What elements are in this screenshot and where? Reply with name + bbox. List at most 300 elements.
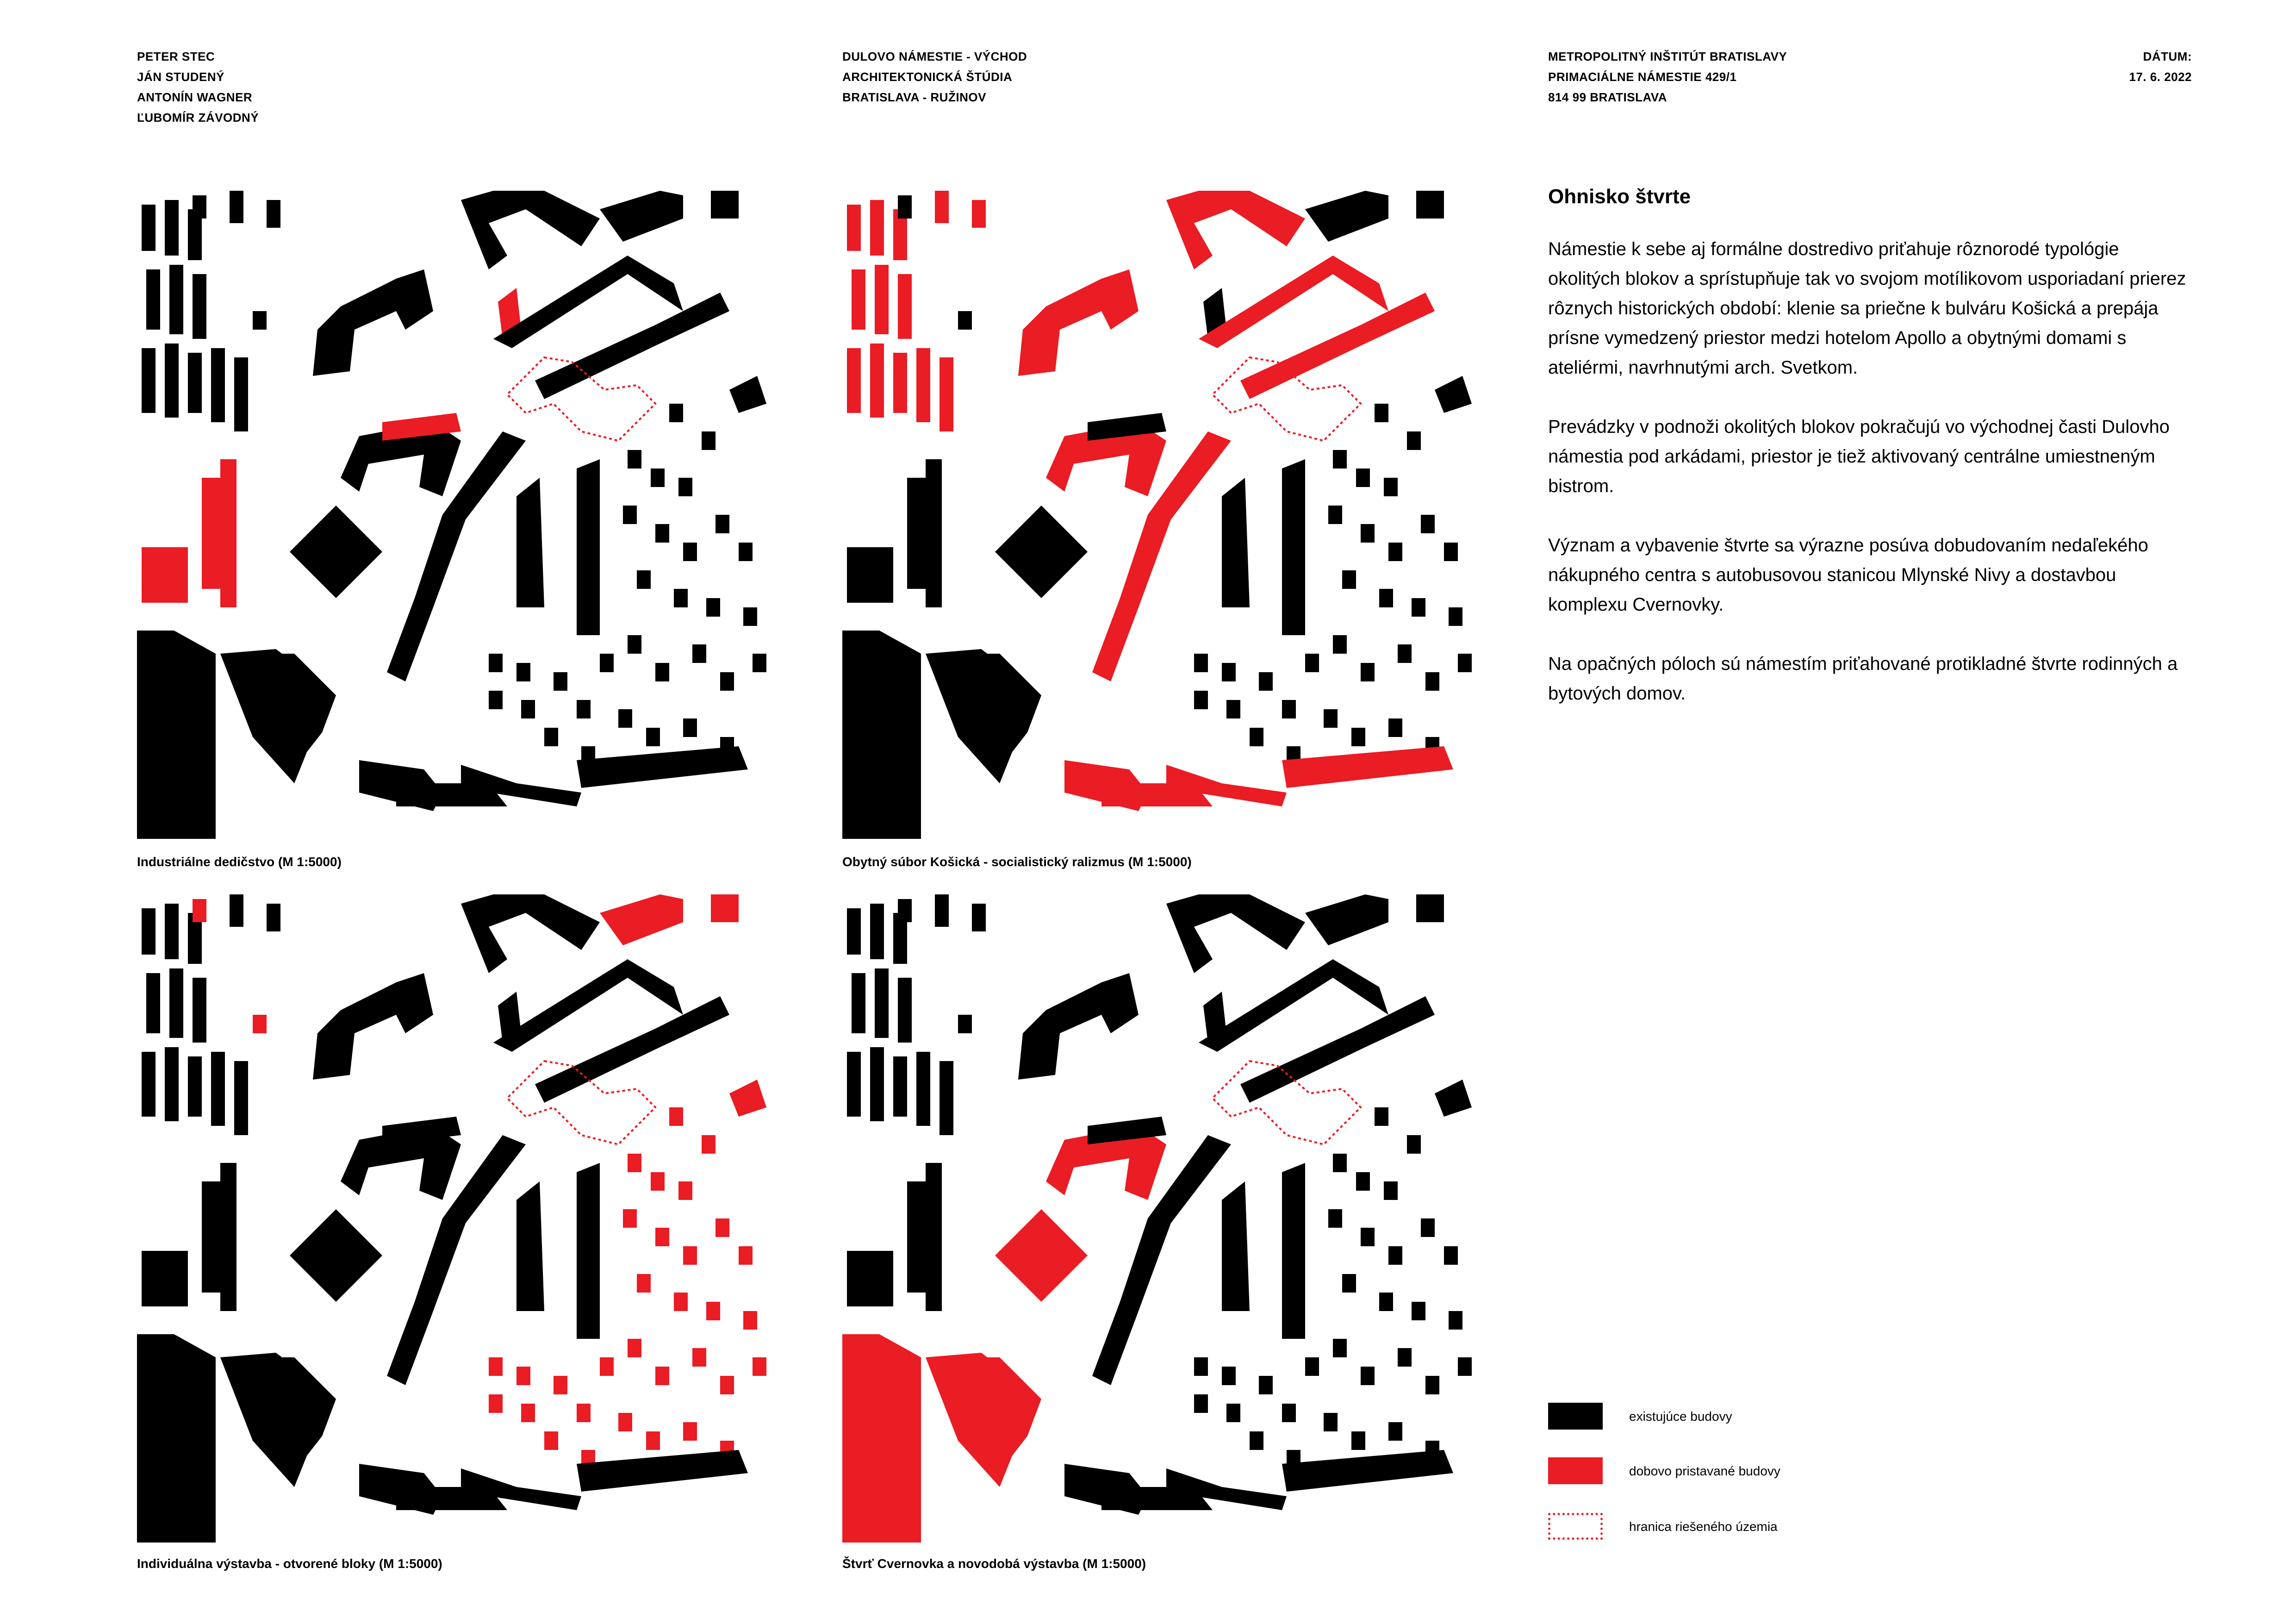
existing-building [516, 478, 544, 607]
existing-building [1421, 1218, 1435, 1237]
added-building [521, 1404, 535, 1422]
client-line: PRIMACIÁLNE NÁMESTIE 429/1 [1548, 70, 1737, 84]
author-name: PETER STEC [137, 50, 215, 63]
added-building [842, 1334, 921, 1543]
existing-building [1421, 515, 1435, 533]
legend-item-added [1548, 1457, 1918, 1485]
existing-building [847, 908, 861, 955]
existing-building-group-eastBlocks [1305, 376, 1472, 691]
existing-building [655, 663, 669, 681]
project-block [842, 46, 1027, 107]
project-line: DULOVO NÁMESTIE - VÝCHOD [842, 50, 1027, 63]
existing-building [1375, 1107, 1388, 1126]
existing-building [1356, 1172, 1370, 1191]
added-building [898, 274, 912, 339]
existing-building [577, 1163, 600, 1339]
existing-building [142, 1052, 156, 1117]
existing-building [870, 1047, 884, 1121]
existing-building [146, 973, 160, 1033]
existing-building-group-avenueL [387, 431, 526, 681]
author-name: JÁN STUDENÝ [137, 70, 224, 84]
added-building [711, 894, 739, 922]
existing-building [907, 1163, 942, 1311]
existing-building [683, 543, 697, 561]
existing-building [137, 1334, 216, 1543]
map-svg [137, 191, 785, 839]
existing-building [674, 589, 688, 607]
site-boundary [1213, 1061, 1361, 1144]
date-value: 17. 6. 2022 [2129, 70, 2192, 84]
existing-building [1379, 589, 1393, 607]
existing-building-group-leftBars [142, 344, 248, 431]
existing-building [875, 968, 889, 1038]
figure-ground-map-cvernovka [842, 894, 1490, 1543]
added-building [600, 1357, 614, 1376]
added-building [940, 357, 953, 431]
existing-building [234, 1061, 248, 1135]
existing-building [729, 376, 766, 413]
existing-building [1222, 1181, 1250, 1311]
existing-building [1194, 691, 1208, 709]
existing-building [577, 746, 748, 788]
existing-building [1379, 1293, 1393, 1311]
existing-building [299, 519, 373, 584]
existing-building [137, 631, 216, 839]
existing-building [1194, 1357, 1208, 1376]
existing-building [387, 431, 526, 681]
existing-building [193, 978, 206, 1043]
existing-building [1305, 1357, 1319, 1376]
existing-building [1282, 700, 1296, 718]
description-paragraph: Na opačných póloch sú námestím priťahované protikladné štvrte rodinných a bytových domov. [1548, 654, 2178, 704]
existing-building [1342, 570, 1356, 589]
existing-building [169, 968, 183, 1038]
added-building [739, 1246, 753, 1265]
existing-building [1384, 1181, 1398, 1200]
existing-building-group-southRing [577, 746, 748, 788]
existing-building [1004, 519, 1078, 584]
existing-building [893, 1056, 907, 1117]
added-building [852, 269, 865, 330]
existing-building [1435, 376, 1472, 413]
added-building [489, 1357, 503, 1376]
existing-building [720, 672, 734, 691]
added-building [743, 1311, 757, 1330]
added-building [847, 348, 861, 413]
existing-building [544, 728, 558, 746]
existing-building [739, 543, 753, 561]
existing-building [651, 468, 665, 487]
existing-building [898, 978, 912, 1043]
existing-building-group-industrialBig [842, 631, 921, 839]
existing-building [1412, 598, 1425, 617]
existing-building [683, 718, 697, 737]
existing-building [1388, 1422, 1402, 1441]
existing-building-group-cvernovka [1305, 894, 1444, 945]
existing-building [637, 570, 651, 589]
existing-building-group-diagonalStrip [1222, 478, 1250, 607]
added-building [253, 1015, 267, 1033]
legend-label: existujúce budovy [1629, 1409, 1732, 1424]
existing-building-group-mainBlockNE [493, 959, 729, 1103]
added-building [674, 1293, 688, 1311]
existing-building [716, 515, 729, 533]
existing-building-group-square [290, 1209, 382, 1302]
existing-building [516, 1181, 544, 1311]
added-building [916, 348, 930, 422]
legend-swatch-red [1548, 1457, 1603, 1484]
existing-building [577, 700, 591, 718]
client-block [1548, 46, 1787, 107]
added-building [753, 1357, 766, 1376]
legend-item-existing [1548, 1403, 1918, 1430]
existing-building [1361, 524, 1375, 543]
existing-building [628, 635, 641, 654]
existing-building [1250, 1431, 1263, 1450]
existing-building-group-ringNorth [461, 191, 600, 269]
existing-building [600, 191, 683, 242]
existing-building-group-diagonalStrip [1222, 1181, 1250, 1311]
added-building-group-avenueL [1092, 431, 1231, 681]
added-building [655, 1367, 669, 1385]
authors-block [137, 46, 259, 128]
added-building [1282, 746, 1453, 788]
figure-ground-map-industrial [137, 191, 785, 839]
existing-building [1282, 459, 1305, 635]
client-line: METROPOLITNÝ INŠTITÚT BRATISLAVY [1548, 50, 1787, 63]
existing-building [1328, 1209, 1342, 1228]
existing-building [847, 1251, 893, 1306]
legend-label: dobovo pristavané budovy [1629, 1464, 1780, 1478]
added-building [893, 353, 907, 413]
existing-building [898, 899, 912, 922]
project-line: ARCHITEKTONICKÁ ŠTÚDIA [842, 70, 1013, 84]
added-building [646, 1431, 660, 1450]
added-building-group-leftBars [847, 344, 953, 431]
added-building [544, 1431, 558, 1450]
existing-building [1356, 468, 1370, 487]
added-building [1092, 431, 1231, 681]
existing-building-group-avenueL [1092, 1135, 1231, 1385]
added-building [516, 1367, 530, 1385]
legend-swatch-black [1548, 1403, 1603, 1430]
existing-building [1398, 1348, 1412, 1367]
existing-building [711, 191, 739, 219]
added-building [554, 1376, 567, 1394]
existing-building-group-westLong [907, 1163, 942, 1311]
added-building [935, 191, 949, 223]
existing-building [1166, 894, 1305, 973]
section-title: Ohnisko štvrte [1548, 185, 1691, 208]
existing-building [230, 894, 243, 927]
added-building [600, 894, 683, 945]
map-caption: Štvrť Cvernovka a novodobá výstavba (M 1:5000) [842, 1556, 1146, 1571]
existing-building [489, 691, 503, 709]
existing-building [554, 672, 567, 691]
existing-building-group-diagonalStrip [516, 478, 544, 607]
existing-building [1250, 728, 1263, 746]
existing-building [870, 904, 884, 959]
added-building [655, 1228, 669, 1246]
description-paragraph: Námestie k sebe aj formálne dostredivo priťahuje rôznorodé typológie okolitých blokov a sprístupňuje tak vo svojom motílikovom usporiadaní prierez rôznych historických období: klenie sa priečne k bulváru Košická a prepája prísne vymedzený priestor medzi hotelom Apollo a obytnými domami s ateliérmi, navrhnutými arch. Svetkom. [1548, 239, 2186, 378]
existing-building [898, 195, 912, 219]
existing-building [1222, 478, 1250, 607]
existing-building [1342, 1274, 1356, 1293]
existing-building [230, 191, 243, 223]
existing-building-group-chevronA [313, 973, 433, 1080]
figure-ground-map-housing [842, 191, 1490, 839]
existing-building [1333, 450, 1347, 468]
existing-building [1333, 1154, 1347, 1172]
existing-building [211, 348, 225, 422]
existing-building [692, 644, 706, 663]
existing-building [165, 1047, 179, 1121]
figure-ground-map-individual [137, 894, 785, 1543]
existing-building [1384, 478, 1398, 496]
added-building [651, 1172, 665, 1191]
existing-building [253, 311, 267, 330]
added-building-group-cvernovka [600, 894, 739, 945]
added-building-group-ringNorth [1166, 191, 1305, 269]
added-building [847, 205, 861, 251]
existing-building [577, 459, 600, 635]
existing-building [1324, 1413, 1338, 1431]
existing-building [165, 904, 179, 959]
existing-building [852, 973, 865, 1033]
existing-building [972, 904, 986, 931]
existing-building [220, 1353, 331, 1487]
existing-building-group-leftBars [142, 1047, 248, 1135]
existing-building [1388, 1246, 1402, 1265]
existing-building [646, 728, 660, 746]
existing-building [299, 1223, 373, 1288]
date-block [2129, 46, 2192, 87]
existing-building [1282, 1163, 1305, 1339]
site-boundary [1213, 357, 1361, 441]
existing-building [142, 908, 156, 955]
existing-building [1444, 1246, 1458, 1265]
description-panel [1548, 185, 2196, 738]
site-boundary [507, 1061, 655, 1144]
existing-building-group-chevronA [1018, 973, 1139, 1080]
existing-building [1305, 191, 1388, 242]
existing-building-group-industrialBig [137, 1334, 216, 1543]
added-building [1166, 191, 1305, 269]
existing-building [1333, 1339, 1347, 1357]
existing-building-group-industrialBig [137, 631, 216, 839]
existing-building [1458, 1357, 1472, 1376]
existing-building-group-square [290, 506, 382, 598]
existing-building [267, 904, 280, 931]
added-building [870, 344, 884, 418]
existing-building-group-westLong [907, 459, 942, 607]
existing-building-group-westSmall [142, 1251, 188, 1306]
existing-building [706, 598, 720, 617]
existing-building-group-cvernovka [600, 191, 739, 242]
existing-building [847, 1052, 861, 1117]
existing-building [1259, 1376, 1273, 1394]
map-caption: Obytný súbor Košická - socialistický ralizmus (M 1:5000) [842, 855, 1192, 869]
existing-building [1259, 672, 1273, 691]
legend-item-boundary [1548, 1513, 1918, 1541]
existing-building [753, 654, 766, 672]
legend-label: hranica riešeného územia [1629, 1519, 1778, 1534]
existing-building-group-mainBlockNE [1199, 959, 1435, 1103]
existing-building [1449, 1311, 1462, 1330]
existing-building [193, 274, 206, 339]
existing-building [202, 1163, 236, 1311]
existing-building [313, 973, 433, 1080]
existing-building-group-westLong [202, 1163, 236, 1311]
added-building [628, 1154, 641, 1172]
added-building [1018, 269, 1139, 376]
existing-building [926, 649, 1037, 783]
existing-building-group-eastStrip [1282, 459, 1305, 635]
existing-building-group-triangle [220, 1353, 336, 1487]
existing-building [165, 200, 179, 256]
description-paragraph: Význam a vybavenie štvrte sa výrazne posúva dobudovaním nedaľekého nákupného centra s autobusovou stanicou Mlynské Nivy a dostavbou komplexu Cvernovky. [1548, 535, 2148, 615]
existing-building [1305, 894, 1388, 945]
added-building [683, 1422, 697, 1441]
existing-building [1194, 654, 1208, 672]
existing-building-group-eastStrip [577, 1163, 600, 1339]
existing-building-group-avenueL [387, 1135, 526, 1385]
existing-building [1351, 728, 1365, 746]
added-building [716, 1218, 729, 1237]
existing-building [1444, 543, 1458, 561]
existing-building [1375, 404, 1388, 422]
added-building [202, 459, 236, 607]
existing-building [521, 700, 535, 718]
existing-building [743, 607, 757, 626]
existing-building [142, 205, 156, 251]
existing-building [1226, 700, 1240, 718]
map-caption: Individuálna výstavba - otvorené bloky (M 1:5000) [137, 1556, 442, 1571]
existing-building [313, 269, 433, 376]
existing-building [461, 191, 600, 269]
added-building-group-industrialBig [842, 1334, 921, 1543]
author-name: ANTONÍN WAGNER [137, 90, 253, 104]
client-line: 814 99 BRATISLAVA [1548, 90, 1668, 104]
existing-building [1458, 654, 1472, 672]
added-building [692, 1348, 706, 1367]
existing-building [1222, 663, 1236, 681]
existing-building [940, 1061, 953, 1135]
added-building [193, 899, 206, 922]
existing-building [847, 547, 893, 603]
added-building [142, 547, 188, 603]
existing-building-group-westSmall [847, 547, 893, 603]
legend-swatch-dotted [1548, 1513, 1603, 1540]
existing-building [1412, 1302, 1425, 1320]
added-building [623, 1209, 637, 1228]
added-building [1004, 1223, 1078, 1288]
existing-building [193, 195, 206, 219]
existing-building [1425, 672, 1439, 691]
existing-building-group-cvernovka [1305, 191, 1444, 242]
added-building [489, 1394, 503, 1413]
date-label: DÁTUM: [2143, 50, 2192, 63]
added-building [870, 200, 884, 256]
added-building-group-mainBlockNE [1199, 256, 1435, 399]
existing-building [387, 1135, 526, 1385]
added-building [972, 200, 986, 228]
existing-building [188, 1056, 202, 1117]
added-building [706, 1302, 720, 1320]
added-building [926, 1353, 1037, 1487]
existing-building-group-eastBlocks [1305, 1080, 1472, 1394]
existing-building [142, 1251, 188, 1306]
existing-building [211, 1052, 225, 1126]
existing-building [489, 654, 503, 672]
added-building [729, 1080, 766, 1117]
existing-building [1361, 1228, 1375, 1246]
added-building-group-chevronA [1018, 269, 1139, 376]
existing-building [1282, 1404, 1296, 1422]
existing-building [1222, 1367, 1236, 1385]
existing-building [618, 709, 632, 728]
existing-building [958, 311, 972, 330]
added-building-group-southRing [1282, 746, 1453, 788]
existing-building [1328, 506, 1342, 524]
existing-building-group-chevronA [313, 269, 433, 376]
map-svg [842, 894, 1490, 1543]
existing-building [1194, 1394, 1208, 1413]
existing-building [623, 506, 637, 524]
existing-building [1416, 191, 1444, 219]
existing-building [1305, 654, 1319, 672]
existing-building [1333, 635, 1347, 654]
existing-building-group-eastStrip [577, 459, 600, 635]
existing-building [1407, 1135, 1421, 1154]
existing-building [142, 348, 156, 413]
existing-building [516, 663, 530, 681]
existing-building-group-southRing [1282, 1450, 1453, 1492]
existing-building [1282, 1450, 1453, 1492]
existing-building [600, 654, 614, 672]
map-svg [137, 894, 785, 1543]
existing-building [188, 353, 202, 413]
added-building [669, 1107, 683, 1126]
project-line: BRATISLAVA - RUŽINOV [842, 90, 986, 104]
added-building-group-westLong [202, 459, 236, 607]
added-building [637, 1274, 651, 1293]
existing-building [1388, 718, 1402, 737]
existing-building [1435, 1080, 1472, 1117]
existing-building [169, 265, 183, 334]
existing-building-group-mainBlockNE [493, 256, 729, 399]
existing-building [1018, 973, 1139, 1080]
existing-building [1226, 1404, 1240, 1422]
existing-building-group-leftBars [847, 1047, 953, 1135]
added-building-group-triangle [926, 1353, 1041, 1487]
existing-building [842, 631, 921, 839]
existing-building-group-triangle [926, 649, 1041, 783]
existing-building [234, 357, 248, 431]
existing-building [1425, 1376, 1439, 1394]
added-building-group-westSmall [142, 547, 188, 603]
existing-building-group-diagonalStrip [516, 1181, 544, 1311]
existing-building [907, 459, 942, 607]
existing-building [1324, 709, 1338, 728]
site-boundary [507, 357, 655, 441]
existing-building-group-eastBlocks [600, 376, 766, 691]
existing-building [1416, 894, 1444, 922]
existing-building-group-southRing [577, 1450, 748, 1492]
existing-building [702, 431, 716, 450]
added-building [618, 1413, 632, 1431]
existing-building-group-eastStrip [1282, 1163, 1305, 1339]
